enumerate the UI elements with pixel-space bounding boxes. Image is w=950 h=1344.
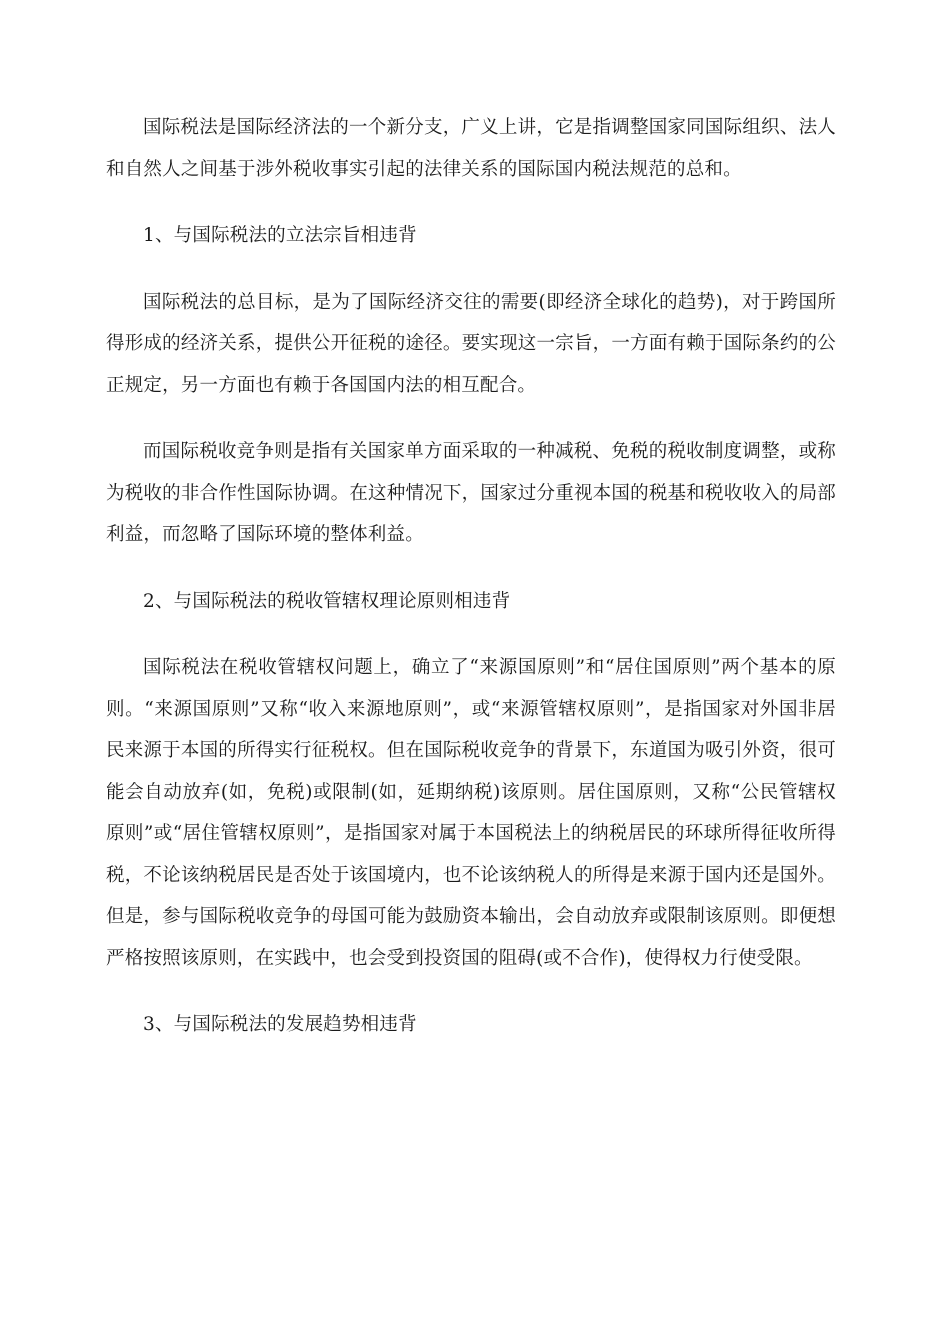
document-body (106, 107, 836, 1071)
section-heading-2: 2、与国际税法的税收管辖权理论原则相违背 (143, 590, 511, 612)
section-heading-3: 3、与国际税法的发展趋势相违背 (143, 1014, 417, 1035)
body-paragraph: 国际税法在税收管辖权问题上，确立了“来源国原则”和“居住国原则”两个基本的原则。“来源国原则”又称“收入来源地原则”，或“来源管辖权原则”，是指国家对外国非居民来源于本国的所得实行征税权。但在国际税收竞争的背景下，东道国为吸引外资，很可能会自动放弃(如，免税)或限制(如，延期纳税)该原则。居住国原则，又称“公民管辖权原则”或“居住管辖权原则”，是指国家对属于本国税法上的纳税居民的环球所得征收所得税，不论该纳税居民是否处于该国境内，也不论该纳税人的所得是来源于国内还是国外。但是，参与国际税收竞争的母国可能为鼓励资本输出，会自动放弃或限制该原则。即便想严格按照该原则，在实践中，也会受到投资国的阻碍(或不合作)，使得权力行使受限。 (106, 657, 836, 969)
body-paragraph: 国际税法的总目标，是为了国际经济交往的需要(即经济全球化的趋势)，对于跨国所得形成的经济关系，提供公开征税的途径。要实现这一宗旨，一方面有赖于国际条约的公正规定，另一方面也有赖于各国国内法的相互配合。 (106, 291, 836, 396)
body-paragraph: 而国际税收竞争则是指有关国家单方面采取的一种减税、免税的税收制度调整，或称为税收的非合作性国际协调。在这种情况下，国家过分重视本国的税基和税收收入的局部利益，而忽略了国际环境的整体利益。 (106, 441, 836, 545)
intro-paragraph: 国际税法是国际经济法的一个新分支，广义上讲，它是指调整国家同国际组织、法人和自然人之间基于涉外税收事实引起的法律关系的国际国内税法规范的总和。 (106, 117, 836, 180)
section-heading-1: 1、与国际税法的立法宗旨相违背 (143, 225, 417, 246)
